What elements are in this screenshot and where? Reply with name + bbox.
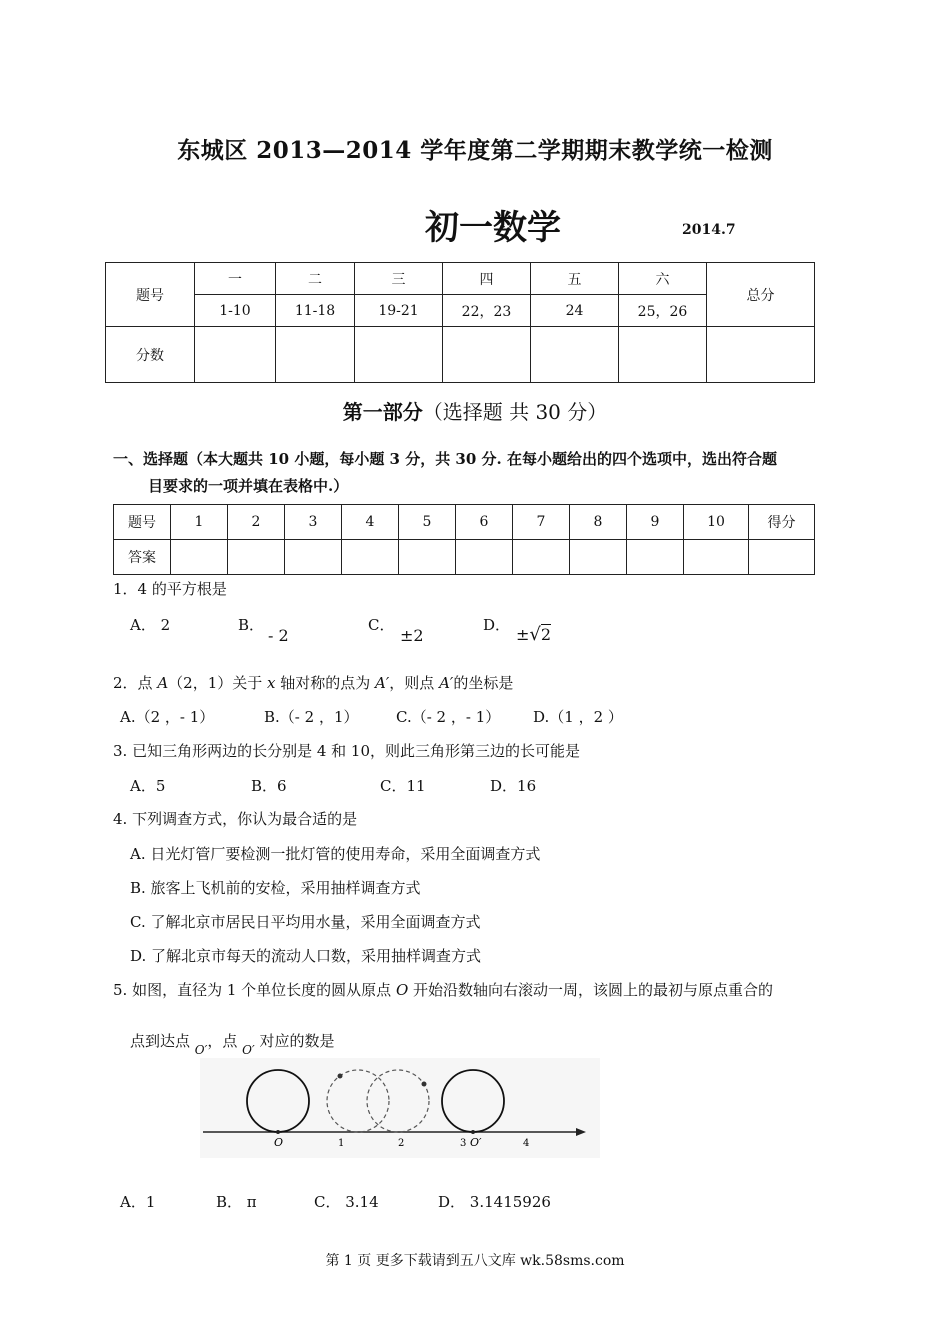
q5-text: 点到达点: [130, 1032, 195, 1050]
question-3-option-c: C．11: [380, 777, 426, 795]
part-one-title-rest: （选择题 共 30 分）: [422, 400, 608, 424]
figure-label-4: 4: [523, 1138, 530, 1149]
subject-title: 初一数学: [425, 208, 561, 248]
page-footer: 第 1 页 更多下载请到五八文库 wk.58sms.com: [325, 1253, 625, 1269]
answer-cell[interactable]: [285, 540, 342, 575]
figure-label-3: 3: [460, 1138, 467, 1149]
question-1-option-a: A． 2: [130, 616, 171, 634]
figure-label-2: 2: [398, 1138, 405, 1149]
exam-date: 2014.7: [682, 222, 736, 238]
question-4-option-b: B. 旅客上飞机前的安检，采用抽样调查方式: [130, 879, 421, 897]
question-5-option-d: D． 3.1415926: [438, 1193, 551, 1211]
answer-cell[interactable]: [627, 540, 684, 575]
answer-cell[interactable]: [684, 540, 749, 575]
question-number: 6: [456, 505, 513, 540]
question-number: 4: [342, 505, 399, 540]
question-1-option-c-label: C．: [368, 616, 395, 634]
question-3-stem: 3. 已知三角形两边的长分别是 4 和 10，则此三角形第三边的长可能是: [113, 742, 581, 760]
question-5-option-a: A．1: [120, 1193, 156, 1211]
instruction-line-1: 一、选择题（本大题共 10 小题，每小题 3 分，共 30 分. 在每小题给出的四个选项中，选出符合题: [113, 450, 777, 468]
part-one-title: [0, 396, 950, 425]
question-2-option-b: B.（- 2 ，1）: [264, 708, 359, 726]
radicand: 2: [540, 625, 552, 644]
q5-text: ，点: [207, 1032, 243, 1050]
score-table-total-label: 总分: [707, 263, 815, 327]
q2-text: 2．点: [113, 674, 158, 692]
section-range: 19-21: [355, 295, 443, 327]
part-one-title-bold: 第一部分: [342, 400, 423, 424]
section-range: 24: [531, 295, 619, 327]
q2-point-a-prime: A′: [375, 674, 390, 692]
section-header: 二: [276, 263, 355, 295]
score-cell[interactable]: [195, 327, 276, 383]
question-1-option-c-value: ±2: [400, 626, 424, 645]
marked-point: [422, 1082, 427, 1087]
q2-x-axis: x: [267, 674, 276, 692]
question-number: 9: [627, 505, 684, 540]
answer-table-answer-label: 答案: [114, 540, 171, 575]
tick-point: [276, 1130, 280, 1134]
section-range: 1-10: [195, 295, 276, 327]
question-5-stem-line-2: [130, 1030, 335, 1057]
q2-point-a: A: [157, 674, 169, 692]
question-number: 2: [228, 505, 285, 540]
q2-text: （2，1）关于: [168, 674, 268, 692]
sqrt-icon: √: [529, 624, 541, 645]
q5-origin: O: [395, 981, 409, 999]
question-4-stem: 4. 下列调查方式，你认为最合适的是: [113, 810, 358, 828]
q5-text: 5. 如图，直径为 1 个单位长度的圆从原点: [113, 981, 396, 999]
question-1-option-d-label: D．: [483, 616, 511, 634]
section-range: 22，23: [443, 295, 531, 327]
question-3-option-a: A．5: [130, 777, 166, 795]
question-number: 5: [399, 505, 456, 540]
section-range: 11-18: [276, 295, 355, 327]
question-4-option-a: A. 日光灯管厂要检测一批灯管的使用寿命，采用全面调查方式: [130, 845, 541, 863]
q2-text: ，则点: [389, 674, 440, 692]
question-2-option-c: C.（- 2 ，- 1）: [396, 708, 501, 726]
tick-point: [471, 1130, 475, 1134]
section-header: 五: [531, 263, 619, 295]
score-cell[interactable]: [531, 327, 619, 383]
section-header: 一: [195, 263, 276, 295]
question-3-option-b: B．6: [251, 777, 287, 795]
q5-point-o-prime: O′: [242, 1043, 255, 1057]
question-4-option-c: C. 了解北京市居民日平均用水量，采用全面调查方式: [130, 913, 481, 931]
marked-point: [338, 1074, 343, 1079]
figure-label-o-prime: O′: [470, 1136, 482, 1149]
section-header: 三: [355, 263, 443, 295]
question-2-option-d: D.（1 ，2 ）: [533, 708, 623, 726]
document-title: 东城区 2013—2014 学年度第二学期期末教学统一检测: [177, 137, 773, 164]
score-cell[interactable]: [619, 327, 707, 383]
instruction-line-2: 目要求的一项并填在表格中.）: [148, 477, 349, 495]
score-table-score-label: 分数: [106, 327, 195, 383]
figure-label-1: 1: [338, 1138, 345, 1149]
figure-label-origin: O: [274, 1136, 284, 1149]
question-number: 3: [285, 505, 342, 540]
rolling-circle-figure: [200, 1058, 600, 1158]
question-number: 1: [171, 505, 228, 540]
question-5-stem: [113, 979, 773, 1000]
question-1-option-b-label: B．: [238, 616, 265, 634]
question-5-option-b: B． π: [216, 1193, 257, 1211]
question-number: 8: [570, 505, 627, 540]
question-1-option-d-value: [516, 624, 551, 645]
question-4-option-d: D. 了解北京市每天的流动人口数，采用抽样调查方式: [130, 947, 482, 965]
answer-table: [113, 504, 815, 575]
answer-cell[interactable]: [749, 540, 815, 575]
answer-cell[interactable]: [399, 540, 456, 575]
score-table: [105, 262, 815, 383]
answer-cell[interactable]: [513, 540, 570, 575]
answer-table-score-label: 得分: [749, 505, 815, 540]
q2-text: 轴对称的点为: [275, 674, 376, 692]
answer-table-header-label: 题号: [114, 505, 171, 540]
question-number: 7: [513, 505, 570, 540]
score-cell[interactable]: [276, 327, 355, 383]
answer-cell[interactable]: [171, 540, 228, 575]
score-cell[interactable]: [443, 327, 531, 383]
q5-text: 开始沿数轴向右滚动一周，该圆上的最初与原点重合的: [408, 981, 774, 999]
section-header: 六: [619, 263, 707, 295]
question-1-option-b-value: - 2: [268, 626, 289, 645]
q5-text: 对应的数是: [254, 1032, 335, 1050]
question-number: 10: [684, 505, 749, 540]
score-cell[interactable]: [355, 327, 443, 383]
plus-minus-sign: ±: [516, 625, 530, 644]
question-2-stem: [113, 672, 513, 693]
question-1-stem: 1．4 的平方根是: [113, 580, 227, 598]
section-range: 25，26: [619, 295, 707, 327]
answer-cell[interactable]: [456, 540, 513, 575]
question-5-option-c: C． 3.14: [314, 1193, 379, 1211]
section-header: 四: [443, 263, 531, 295]
answer-cell[interactable]: [228, 540, 285, 575]
q2-text: 的坐标是: [453, 674, 514, 692]
answer-cell[interactable]: [342, 540, 399, 575]
section-one-instruction: [113, 446, 843, 500]
question-3-option-d: D．16: [490, 777, 537, 795]
q2-point-a-prime: A′: [439, 674, 454, 692]
answer-cell[interactable]: [570, 540, 627, 575]
score-cell[interactable]: [707, 327, 815, 383]
question-2-option-a: A.（2 ，- 1）: [120, 708, 215, 726]
q5-point-o-prime: O′: [194, 1043, 208, 1057]
score-table-question-label: 题号: [106, 263, 195, 327]
